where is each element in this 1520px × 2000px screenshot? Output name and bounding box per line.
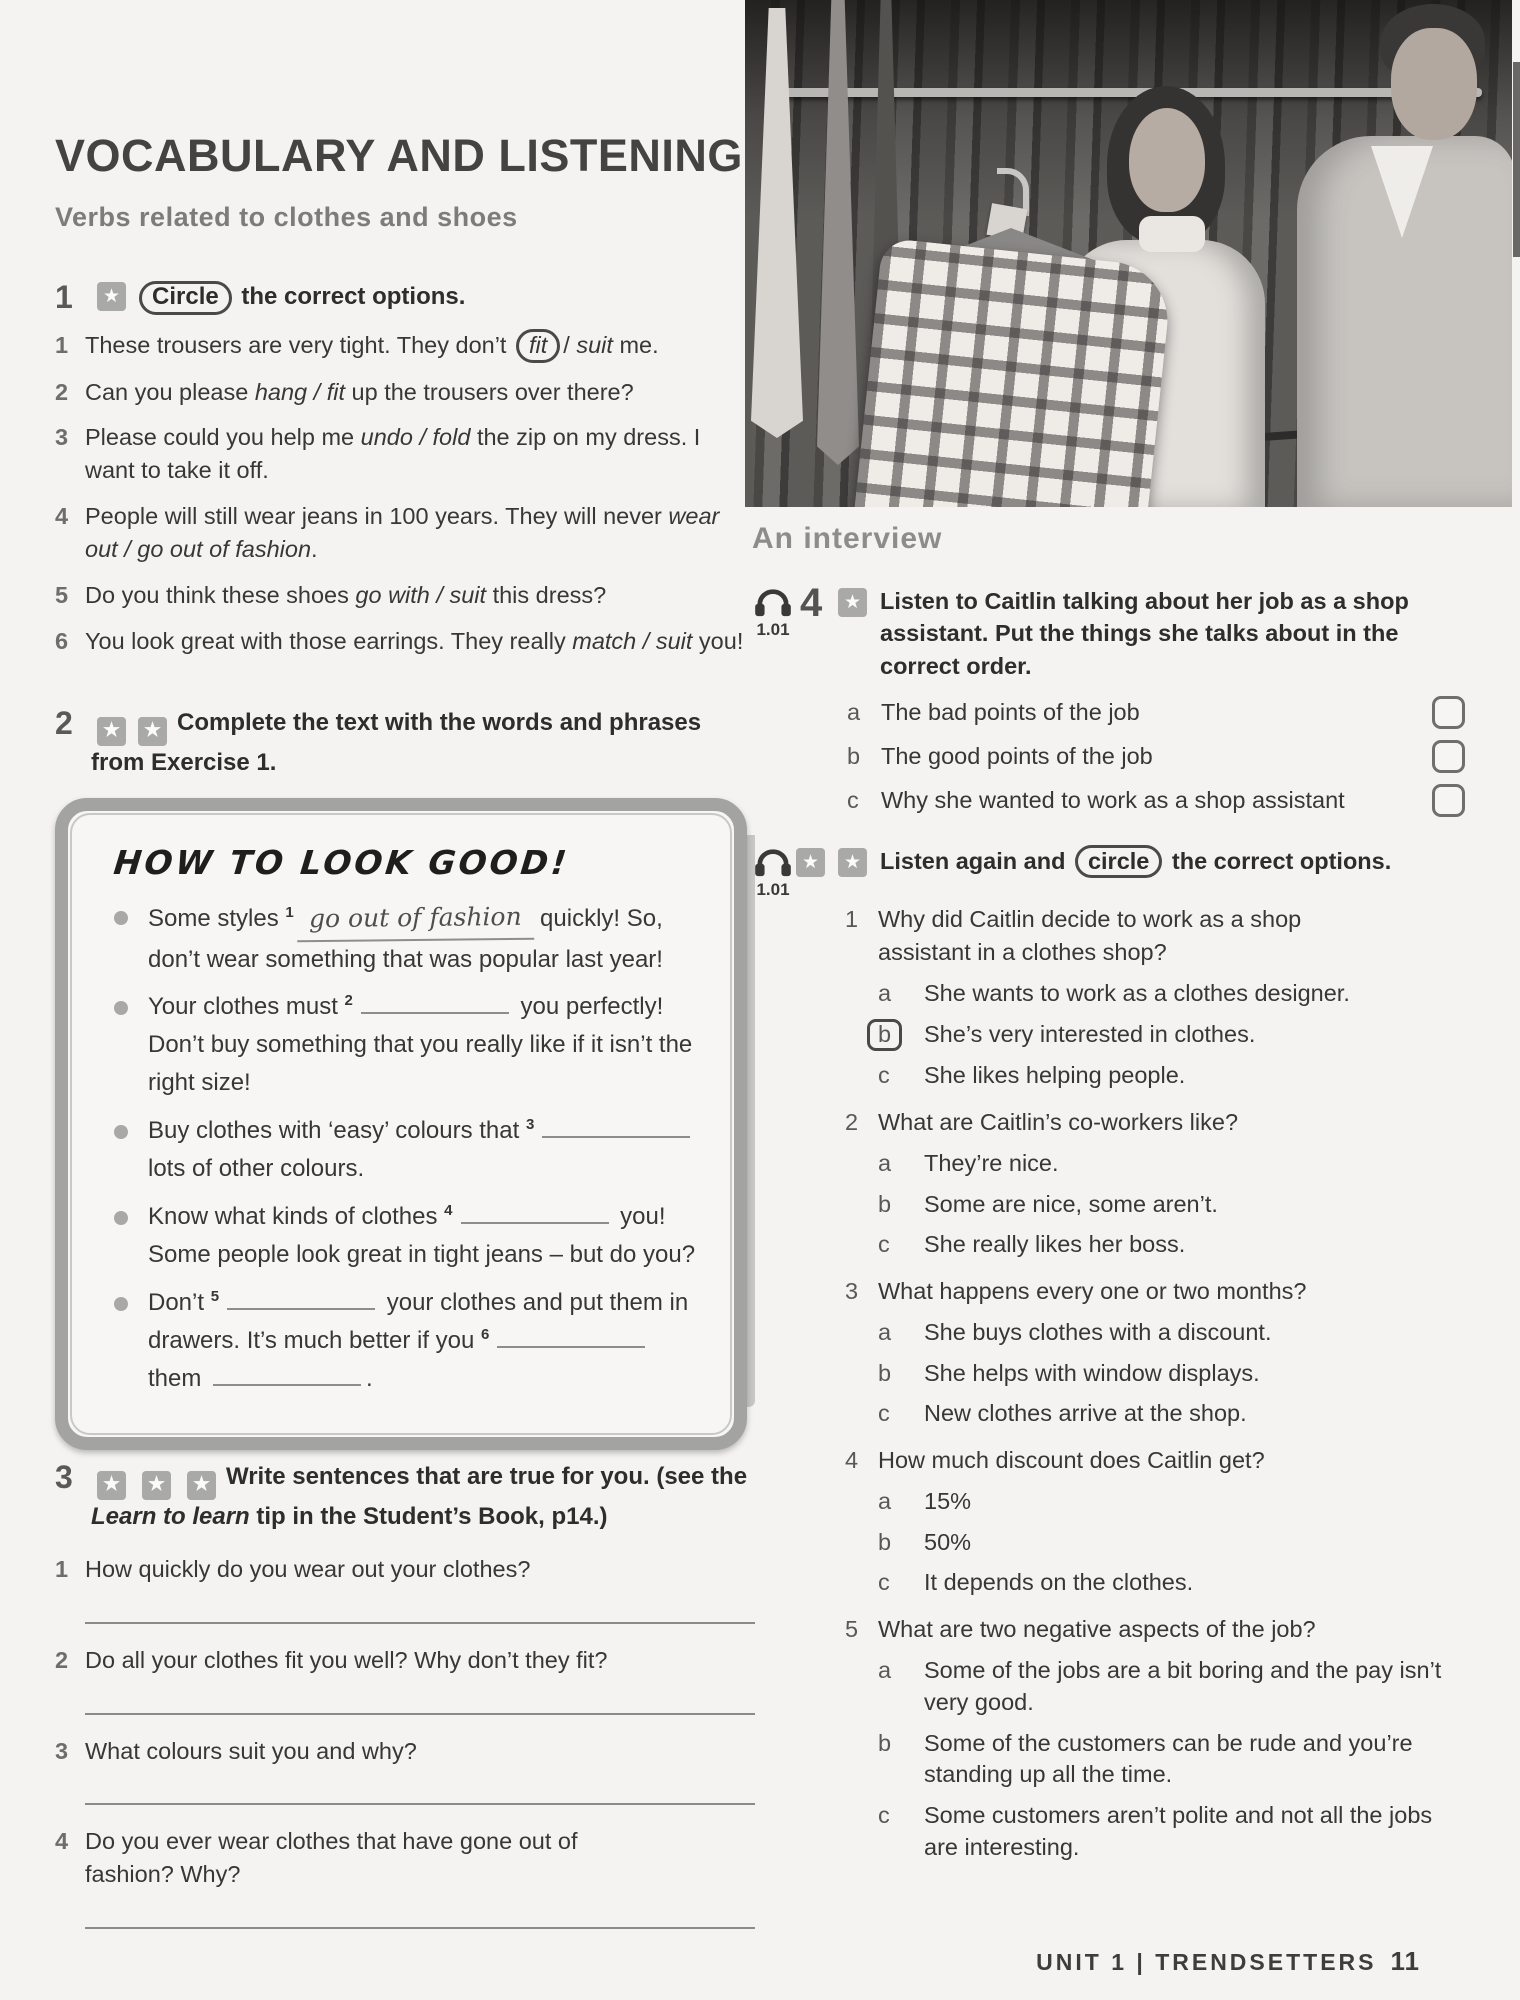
section-subtitle: Verbs related to clothes and shoes bbox=[55, 202, 518, 232]
list-item bbox=[55, 421, 755, 487]
option-text: The bad points of the job bbox=[881, 699, 1140, 726]
star-icon bbox=[796, 848, 825, 877]
question-text: What are Caitlin’s co-workers like? bbox=[878, 1109, 1239, 1136]
answer-option[interactable] bbox=[878, 1486, 1465, 1518]
question-text: Do you ever wear clothes that have gone out of fashion? Why? bbox=[85, 1828, 578, 1888]
question-number: 1 bbox=[845, 906, 859, 932]
option-word[interactable]: match / suit bbox=[572, 627, 693, 654]
option-text: She helps with window displays. bbox=[924, 1359, 1260, 1386]
option-word[interactable]: go with / suit bbox=[355, 581, 487, 608]
item-text bbox=[85, 376, 755, 409]
exercise-3 bbox=[55, 1460, 755, 1935]
text-segment: them bbox=[148, 1364, 209, 1392]
option-text: It depends on the clothes. bbox=[924, 1569, 1194, 1596]
answer-option[interactable] bbox=[878, 1800, 1465, 1863]
exercise-1 bbox=[55, 280, 755, 658]
box-title: HOW TO LOOK GOOD! bbox=[111, 843, 572, 882]
text-segment: Complete the text with the words and phrases from Exercise 1. bbox=[91, 709, 702, 776]
option-letter: a bbox=[878, 1149, 892, 1176]
track-number: 1.01 bbox=[756, 620, 790, 639]
fill-in-blank[interactable] bbox=[461, 1202, 609, 1224]
exercise-number: 3 bbox=[55, 1459, 73, 1495]
question-text: Do all your clothes fit you well? Why don’t they fit? bbox=[85, 1646, 608, 1673]
text-segment: . bbox=[311, 536, 318, 563]
option-text: She really likes her boss. bbox=[924, 1231, 1186, 1258]
text-segment: . bbox=[366, 1364, 373, 1392]
answer-option[interactable] bbox=[878, 1728, 1465, 1791]
star-icon bbox=[97, 1471, 126, 1500]
text-segment: you! bbox=[692, 627, 744, 654]
answer-option[interactable] bbox=[878, 1655, 1465, 1718]
option-text: New clothes arrive at the shop. bbox=[924, 1400, 1247, 1427]
fill-in-blank[interactable] bbox=[227, 1288, 375, 1310]
blank-number: 3 bbox=[525, 1116, 535, 1134]
star-icon bbox=[97, 717, 126, 746]
text-segment: up the trousers over there? bbox=[345, 378, 634, 405]
text-segment: Do you think these shoes bbox=[85, 581, 356, 608]
page-title: VOCABULARY AND LISTENING bbox=[55, 130, 743, 181]
question-options bbox=[878, 1486, 1465, 1599]
answer-option-selected[interactable] bbox=[878, 1019, 1465, 1052]
exercise-number: 1 bbox=[55, 279, 73, 315]
option-letter: a bbox=[878, 1488, 892, 1515]
star-icon bbox=[97, 282, 126, 311]
order-options bbox=[847, 696, 1465, 817]
option-word[interactable]: wear out / go out of fashion bbox=[85, 503, 720, 563]
text-segment: Write sentences that are true for you. (see the bbox=[226, 1463, 748, 1490]
exercise-1-items bbox=[55, 329, 755, 658]
order-option bbox=[847, 784, 1465, 817]
fill-in-blank[interactable] bbox=[213, 1364, 361, 1386]
instruction-text bbox=[880, 845, 1480, 878]
question bbox=[55, 1553, 755, 1586]
option-text: She likes helping people. bbox=[924, 1062, 1186, 1089]
blank-number: 4 bbox=[444, 1201, 453, 1219]
question bbox=[845, 903, 1465, 969]
text-segment: Please could you help me bbox=[85, 424, 361, 451]
item-text bbox=[85, 421, 755, 487]
circled-word: Circle bbox=[139, 281, 232, 315]
item-number: 1 bbox=[55, 332, 69, 359]
star-icon bbox=[838, 588, 867, 617]
question bbox=[845, 1275, 1465, 1308]
exercise-1-header bbox=[55, 280, 755, 315]
item-text bbox=[85, 500, 755, 566]
text-segment: People will still wear jeans in 100 years. They will never bbox=[85, 503, 669, 530]
audio-track bbox=[750, 587, 796, 640]
answer-option[interactable] bbox=[878, 1527, 1465, 1559]
answer-option[interactable] bbox=[878, 1398, 1465, 1430]
section-heading-interview: An interview bbox=[752, 522, 943, 555]
box-inner bbox=[70, 813, 732, 1435]
option-text: Some of the customers can be rude and you’re standing up all the time. bbox=[924, 1729, 1413, 1788]
question-text: How much discount does Caitlin get? bbox=[878, 1447, 1265, 1474]
text-segment: Buy clothes with ‘easy’ colours that bbox=[148, 1117, 526, 1145]
text-segment: the correct options. bbox=[234, 283, 466, 310]
option-text: She’s very interested in clothes. bbox=[924, 1020, 1256, 1047]
instruction-text bbox=[91, 706, 755, 779]
answer-option[interactable] bbox=[878, 978, 1465, 1010]
item-text bbox=[85, 579, 755, 612]
text-segment: / bbox=[563, 332, 577, 359]
question-options bbox=[878, 978, 1465, 1092]
answer-option[interactable] bbox=[878, 1060, 1465, 1092]
option-letter: a bbox=[847, 699, 861, 726]
blank-number: 5 bbox=[210, 1287, 220, 1305]
question bbox=[55, 1735, 755, 1768]
track-number: 1.01 bbox=[756, 880, 790, 899]
text-segment: tip in the Student’s Book, p14.) bbox=[249, 1502, 608, 1530]
option-text: Some customers aren’t polite and not all the jobs are interesting. bbox=[924, 1801, 1433, 1860]
answer-option[interactable] bbox=[878, 1189, 1465, 1221]
audio-track bbox=[750, 847, 796, 900]
text-segment: lots of other colours. bbox=[148, 1155, 365, 1183]
option-text: The good points of the job bbox=[881, 743, 1153, 770]
text-segment: me. bbox=[612, 332, 659, 359]
box-bullet bbox=[112, 898, 704, 978]
text-segment: Some styles bbox=[148, 905, 286, 932]
option-text: 15% bbox=[924, 1488, 972, 1515]
page-edge-mark bbox=[1513, 62, 1520, 257]
question-number: 1 bbox=[55, 1555, 69, 1582]
question-number: 4 bbox=[845, 1447, 859, 1474]
box-bullet bbox=[112, 988, 704, 1102]
instruction-text: Listen to Caitlin talking about her job as a shop assistant. Put the things she talks about in the correct order. bbox=[880, 588, 1409, 679]
answer-line[interactable] bbox=[85, 1713, 755, 1715]
text-segment: Don’t bbox=[148, 1288, 211, 1316]
question-text: What colours suit you and why? bbox=[85, 1737, 417, 1764]
option-letter: b bbox=[878, 1528, 892, 1555]
clothes-shop-photo bbox=[745, 0, 1512, 507]
exercise-4-header bbox=[750, 581, 1465, 682]
instruction-wrap bbox=[880, 585, 1480, 682]
text-segment: the zip on my dress. I want to take it off. bbox=[85, 424, 701, 484]
list-item bbox=[55, 625, 755, 658]
option-letter: b bbox=[878, 1359, 892, 1386]
question-text: What are two negative aspects of the job? bbox=[878, 1616, 1316, 1643]
exercise-number: 4 bbox=[800, 581, 823, 625]
exercise-5 bbox=[750, 845, 1465, 1863]
answer-line[interactable] bbox=[85, 1803, 755, 1805]
option-text: She buys clothes with a discount. bbox=[924, 1319, 1272, 1345]
exercise-2-header bbox=[55, 706, 755, 779]
option-text: She wants to work as a clothes designer. bbox=[924, 979, 1350, 1006]
question-options bbox=[878, 1148, 1465, 1261]
item-text bbox=[85, 625, 755, 658]
text-segment: You look great with those earrings. They really bbox=[85, 627, 573, 654]
text-segment: you! Some people look great in tight jeans – but do you? bbox=[148, 1202, 696, 1268]
question-options bbox=[878, 1317, 1465, 1430]
option-text: Some of the jobs are a bit boring and the pay isn’t very good. bbox=[924, 1657, 1442, 1715]
option-letter: c bbox=[878, 1062, 890, 1089]
circled-word: circle bbox=[1075, 845, 1162, 878]
item-number: 2 bbox=[55, 378, 69, 405]
exercise-number: 2 bbox=[55, 705, 73, 741]
star-icon bbox=[142, 1471, 171, 1500]
exercise-5-header bbox=[750, 845, 1465, 899]
option-letter: c bbox=[878, 1400, 890, 1427]
question bbox=[845, 1613, 1465, 1646]
question-number: 4 bbox=[55, 1828, 69, 1855]
list-item bbox=[55, 579, 755, 612]
order-checkbox[interactable] bbox=[1432, 696, 1465, 729]
answer-line[interactable] bbox=[85, 1622, 755, 1624]
option-word[interactable]: suit bbox=[576, 332, 613, 359]
item-number: 3 bbox=[55, 424, 69, 451]
text-segment: quickly! So, don’t wear something that was popular last year! bbox=[148, 905, 663, 973]
answer-option[interactable] bbox=[878, 1229, 1465, 1261]
customer-sweater-collar bbox=[1139, 216, 1205, 252]
order-option bbox=[847, 696, 1465, 729]
answer-option[interactable] bbox=[878, 1358, 1465, 1390]
option-letter: a bbox=[878, 979, 892, 1006]
headphones-icon bbox=[753, 847, 793, 877]
instruction-text bbox=[136, 280, 465, 315]
shop-assistant-face bbox=[1391, 28, 1477, 140]
box-bullet bbox=[112, 1284, 704, 1398]
question-number: 3 bbox=[845, 1278, 859, 1305]
box-bullet bbox=[112, 1198, 704, 1274]
text-segment: These trousers are very tight. They don’t bbox=[85, 332, 513, 359]
exercise-4 bbox=[750, 581, 1465, 817]
question bbox=[845, 1444, 1465, 1477]
handwritten-answer[interactable]: go out of fashion bbox=[297, 897, 534, 942]
list-item bbox=[55, 500, 755, 566]
unit-label: UNIT 1 | TRENDSETTERS bbox=[1036, 1949, 1377, 1975]
option-text: 50% bbox=[924, 1528, 972, 1555]
order-checkbox[interactable] bbox=[1432, 784, 1465, 817]
fill-in-blank[interactable] bbox=[542, 1116, 690, 1138]
list-item bbox=[55, 329, 755, 362]
exercise-2 bbox=[55, 706, 755, 779]
question bbox=[845, 1106, 1465, 1139]
text-segment: this dress? bbox=[486, 581, 607, 608]
how-to-look-good-box bbox=[55, 798, 747, 1450]
order-checkbox[interactable] bbox=[1432, 740, 1465, 773]
item-number: 4 bbox=[55, 503, 69, 530]
option-letter: c bbox=[878, 1231, 890, 1258]
answer-line[interactable] bbox=[85, 1927, 755, 1929]
text-segment: Know what kinds of clothes bbox=[148, 1202, 445, 1230]
box-bullet bbox=[112, 1112, 704, 1188]
item-number: 6 bbox=[55, 627, 69, 654]
list-item bbox=[55, 376, 755, 409]
order-option bbox=[847, 740, 1465, 773]
fill-in-blank[interactable] bbox=[361, 992, 509, 1014]
star-icon bbox=[138, 717, 167, 746]
answer-option[interactable] bbox=[878, 1567, 1465, 1599]
instruction-wrap bbox=[880, 845, 1480, 878]
star-icon bbox=[838, 848, 867, 877]
answer-option[interactable] bbox=[878, 1317, 1465, 1349]
page-footer bbox=[745, 1946, 1420, 1977]
text-segment: you perfectly! Don’t buy something that you really like if it isn’t the right size! bbox=[148, 993, 693, 1097]
answer-option[interactable] bbox=[878, 1148, 1465, 1180]
question-number: 2 bbox=[845, 1109, 859, 1136]
option-letter: b bbox=[878, 1729, 892, 1756]
page-number: 11 bbox=[1390, 1946, 1420, 1976]
option-letter: c bbox=[878, 1569, 890, 1596]
question-options bbox=[878, 1655, 1465, 1863]
option-letter: c bbox=[847, 787, 859, 814]
exercise-3-header bbox=[55, 1460, 755, 1533]
question-text: How quickly do you wear out your clothes? bbox=[85, 1555, 531, 1582]
question-text: Why did Caitlin decide to work as a shop assistant in a clothes shop? bbox=[878, 906, 1302, 965]
text-segment: Learn to learn bbox=[91, 1502, 250, 1530]
option-letter: a bbox=[878, 1319, 892, 1345]
text-segment: the correct options. bbox=[1165, 848, 1392, 874]
checked-shirt bbox=[853, 238, 1174, 507]
option-letter: a bbox=[878, 1657, 892, 1684]
option-word[interactable]: undo / fold bbox=[360, 424, 471, 451]
instruction-text bbox=[91, 1460, 755, 1533]
question-number: 3 bbox=[55, 1737, 69, 1764]
text-segment: Listen again and bbox=[880, 848, 1072, 874]
option-text: Why she wanted to work as a shop assistant bbox=[881, 787, 1345, 814]
circled-answer[interactable]: fit bbox=[516, 329, 560, 362]
blank-number: 2 bbox=[344, 992, 353, 1010]
question bbox=[55, 1644, 755, 1677]
option-letter: b bbox=[847, 743, 861, 770]
question bbox=[55, 1825, 755, 1891]
question-number: 2 bbox=[55, 1646, 69, 1673]
blank-number: 1 bbox=[285, 904, 294, 921]
question-text: What happens every one or two months? bbox=[878, 1278, 1307, 1305]
circled-option-letter: b bbox=[867, 1019, 902, 1052]
text-segment: Your clothes must bbox=[148, 993, 345, 1021]
fill-in-blank[interactable] bbox=[497, 1326, 645, 1348]
star-icon bbox=[187, 1471, 216, 1500]
question-number: 5 bbox=[845, 1616, 859, 1643]
text-segment: Can you please bbox=[85, 378, 255, 405]
option-letter: b bbox=[878, 1190, 892, 1217]
exercise-5-questions bbox=[845, 903, 1465, 1863]
text-segment: your clothes and put them in drawers. It’s much better if you bbox=[148, 1288, 689, 1354]
option-letter: c bbox=[878, 1801, 890, 1828]
option-word[interactable]: hang / fit bbox=[254, 378, 345, 405]
option-text: Some are nice, some aren’t. bbox=[924, 1190, 1218, 1217]
option-text: They’re nice. bbox=[924, 1149, 1059, 1176]
item-text bbox=[85, 329, 755, 362]
item-number: 5 bbox=[55, 581, 69, 608]
customer-face bbox=[1129, 108, 1205, 212]
headphones-icon bbox=[753, 587, 793, 617]
blank-number: 6 bbox=[481, 1325, 490, 1343]
